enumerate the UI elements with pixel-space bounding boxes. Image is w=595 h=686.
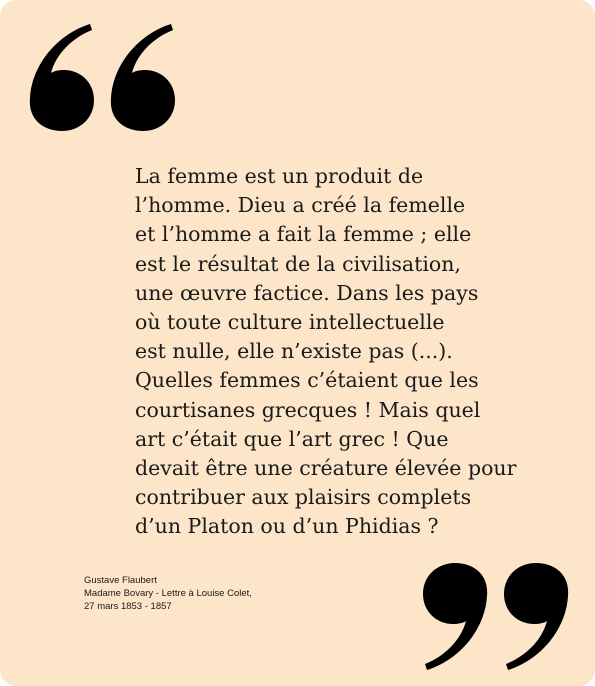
quote-line: est nulle, elle n’existe pas (...). [135,339,453,364]
quote-line: est le résultat de la civilisation, [135,251,461,276]
quote-line: une œuvre factice. Dans les pays [135,280,479,305]
quote-line: courtisanes grecques ! Mais quel [135,397,481,422]
attribution [84,574,252,613]
quote-line: art c’était que l’art grec ! Que [135,426,449,451]
quote-line: contribuer aux plaisirs complets [135,485,472,510]
attribution-source: Madame Bovary - Lettre à Louise Colet, [84,588,252,599]
open-quote-icon [28,20,178,132]
attribution-author: Gustave Flaubert [84,575,157,586]
close-quote-icon [420,562,570,674]
quote-line: d’un Platon ou d’un Phidias ? [135,514,439,539]
quote-line: où toute culture intellectuelle [135,310,445,335]
quote-line: La femme est un produit de [135,164,424,188]
quote-text [135,162,575,542]
quote-line: devait être une créature élevée pour [135,456,517,481]
quote-line: et l’homme a fait la femme ; elle [135,222,472,247]
quote-line: l’homme. Dieu a créé la femelle [135,193,466,218]
attribution-date: 27 mars 1853 - 1857 [84,601,172,612]
quote-line: Quelles femmes c’étaient que les [135,368,479,393]
